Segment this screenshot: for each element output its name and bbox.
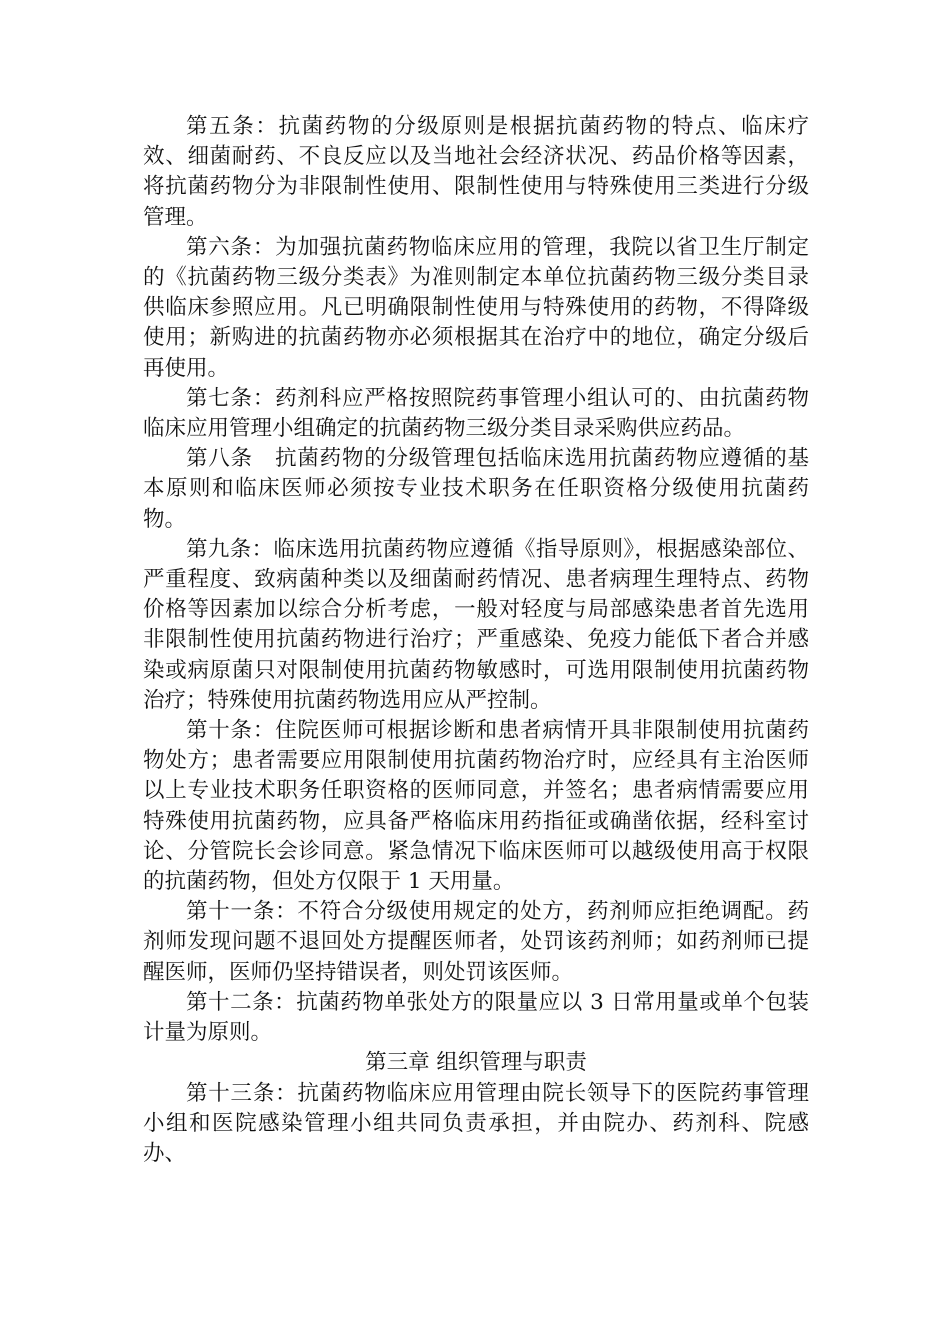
- article-8-paragraph: 第八条 抗菌药物的分级管理包括临床选用抗菌药物应遵循的基本原则和临床医师必须按专业技术职务在任职资格分级使用抗菌药物。: [143, 446, 809, 532]
- document-body: [143, 112, 809, 1169]
- article-11-paragraph: 第十一条：不符合分级使用规定的处方，药剂师应拒绝调配。药剂师发现问题不退回处方提醒医师者，处罚该药剂师；如药剂师已提醒医师，医师仍坚持错误者，则处罚该医师。: [143, 899, 809, 985]
- article-10-paragraph: 第十条：住院医师可根据诊断和患者病情开具非限制使用抗菌药物处方；患者需要应用限制使用抗菌药物治疗时，应经具有主治医师以上专业技术职务任职资格的医师同意，并签名；患者病情需要应用特殊使用抗菌药物，应具备严格临床用药指征或确凿依据，经科室讨论、分管院长会诊同意。紧急情况下临床医师可以越级使用高于权限的抗菌药物，但处方仅限于 1 天用量。: [143, 718, 809, 895]
- article-12-paragraph: 第十二条：抗菌药物单张处方的限量应以 3 日常用量或单个包装计量为原则。: [143, 989, 809, 1046]
- article-9-paragraph: 第九条：临床选用抗菌药物应遵循《指导原则》，根据感染部位、严重程度、致病菌种类以及细菌耐药情况、患者病理生理特点、药物价格等因素加以综合分析考虑，一般对轻度与局部感染患者首先选用非限制性使用抗菌药物进行治疗；严重感染、免疫力能低下者合并感染或病原菌只对限制使用抗菌药物敏感时，可选用限制使用抗菌药物治疗；特殊使用抗菌药物选用应从严控制。: [143, 536, 809, 713]
- article-7-paragraph: 第七条：药剂科应严格按照院药事管理小组认可的、由抗菌药物临床应用管理小组确定的抗菌药物三级分类目录采购供应药品。: [143, 385, 809, 442]
- article-6-paragraph: 第六条：为加强抗菌药物临床应用的管理，我院以省卫生厅制定的《抗菌药物三级分类表》为准则制定本单位抗菌药物三级分类目录供临床参照应用。凡已明确限制性使用与特殊使用的药物，不得降级使用；新购进的抗菌药物亦必须根据其在治疗中的地位，确定分级后再使用。: [143, 234, 809, 381]
- chapter-heading: 第三章 组织管理与职责: [365, 1050, 587, 1076]
- article-5-paragraph: 第五条：抗菌药物的分级原则是根据抗菌药物的特点、临床疗效、细菌耐药、不良反应以及当地社会经济状况、药品价格等因素，将抗菌药物分为非限制性使用、限制性使用与特殊使用三类进行分级管理。: [143, 114, 809, 230]
- article-13-paragraph: 第十三条：抗菌药物临床应用管理由院长领导下的医院药事管理小组和医院感染管理小组共同负责承担，并由院办、药剂科、院感办、: [143, 1080, 809, 1166]
